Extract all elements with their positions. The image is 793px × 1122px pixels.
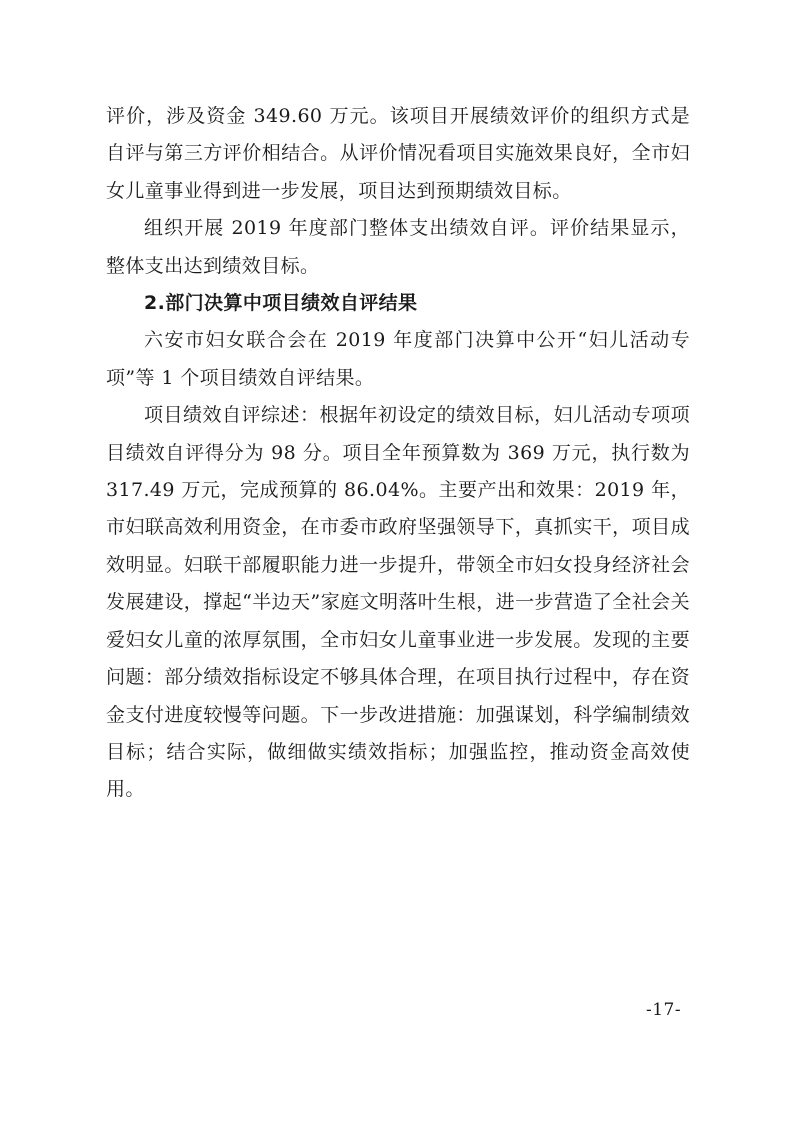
document-body bbox=[106, 98, 690, 809]
page-number: -17- bbox=[646, 1000, 682, 1020]
paragraph-project-summary: 项目绩效自评综述：根据年初设定的绩效目标，妇儿活动专项项目绩效自评得分为 98 分。项目全年预算数为 369 万元，执行数为 317.49 万元，完成预算的 86.04%。主要产出和效果：2019 年，市妇联高效利用资金，在市委市政府坚强领导下，真抓实干，项目成效明显。妇联干部履职能力进一步提升，带领全市妇女投身经济社会发展建设，撑起“半边天”家庭文明落叶生根，进一步营造了全社会关爱妇女儿童的浓厚氛围，全市妇女儿童事业进一步发展。发现的主要问题：部分绩效指标设定不够具体合理，在项目执行过程中，存在资金支付进度较慢等问题。下一步改进措施：加强谋划，科学编制绩效目标；结合实际，做细做实绩效指标；加强监控，推动资金高效使用。 bbox=[106, 404, 690, 801]
paragraph-project-disclosure: 六安市妇女联合会在 2019 年度部门决算中公开“妇儿活动专项”等 1 个项目绩效自评结果。 bbox=[106, 329, 690, 389]
paragraph-overall-expenditure: 组织开展 2019 年度部门整体支出绩效自评。评价结果显示，整体支出达到绩效目标。 bbox=[106, 217, 690, 277]
section-heading: 2.部门决算中项目绩效自评结果 bbox=[144, 292, 418, 315]
paragraph-continued-evaluation: 评价，涉及资金 349.60 万元。该项目开展绩效评价的组织方式是自评与第三方评价相结合。从评价情况看项目实施效果良好，全市妇女儿童事业得到进一步发展，项目达到预期绩效目标。 bbox=[106, 105, 690, 202]
